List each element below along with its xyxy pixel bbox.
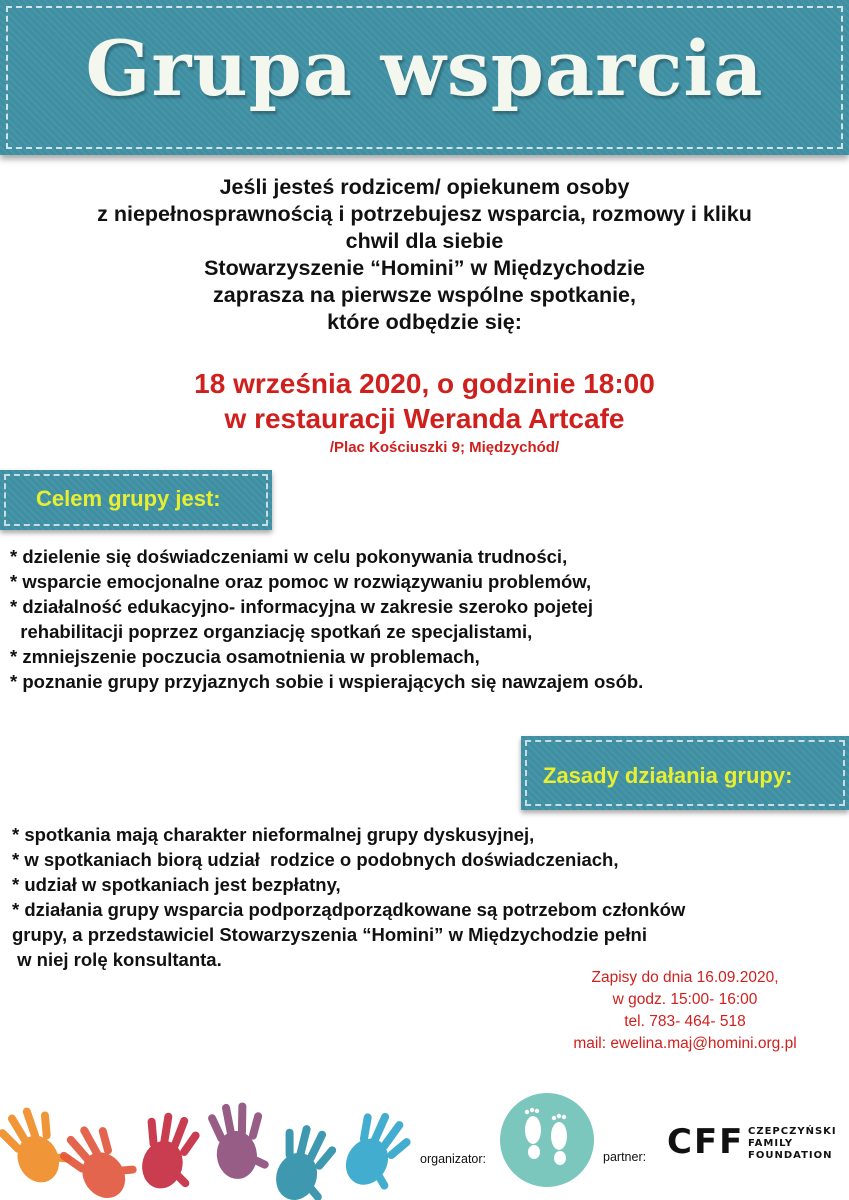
title-banner xyxy=(0,0,849,155)
partner-name-line: FOUNDATION xyxy=(748,1150,833,1161)
event-place: w restauracji Weranda Artcafe xyxy=(224,403,625,434)
list-item: * dzielenie się doświadczeniami w celu pokonywania trudności, xyxy=(10,546,568,567)
list-item: * działania grupy wsparcia podporządporządkowane są potrzebom członków xyxy=(12,899,686,920)
signup-info xyxy=(520,967,849,1055)
list-item: * w spotkaniach biorą udział rodzice o podobnych doświadczeniach, xyxy=(12,849,619,870)
intro-line: chwil dla siebie xyxy=(345,229,504,253)
rules-heading: Zasady działania grupy: xyxy=(543,763,793,788)
intro-line: zaprasza na pierwsze wspólne spotkanie, xyxy=(213,283,636,307)
list-item: * działalność edukacyjno- informacyjna w zakresie szeroko pojetej xyxy=(10,596,593,617)
intro-line: z niepełnosprawnością i potrzebujesz wsparcia, rozmowy i kliku xyxy=(97,202,752,226)
list-item: * udział w spotkaniach jest bezpłatny, xyxy=(12,874,341,895)
handprint-purple xyxy=(206,1100,271,1181)
handprint-red xyxy=(52,1114,144,1200)
list-item: w niej rolę konsultanta. xyxy=(12,949,222,970)
organizer-label: organizator: xyxy=(420,1152,487,1166)
list-item: * poznanie grupy przyjaznych sobie i wspierających się nawzajem osób. xyxy=(10,671,644,692)
event-date: 18 września 2020, o godzinie 18:00 xyxy=(194,368,655,399)
list-item: * spotkania mają charakter nieformalnej grupy dyskusyjnej, xyxy=(12,824,535,845)
handprint-blue xyxy=(332,1103,420,1199)
intro-line: Jeśli jesteś rodzicem/ opiekunem osoby xyxy=(219,175,630,199)
rules-heading-tag xyxy=(521,736,849,810)
goals-heading-tag xyxy=(0,470,272,530)
event-details xyxy=(0,366,849,458)
signup-deadline: Zapisy do dnia 16.09.2020, xyxy=(591,969,779,986)
list-item: * zmniejszenie poczucia osamotnienia w problemach, xyxy=(10,646,480,667)
signup-email: mail: ewelina.maj@homini.org.pl xyxy=(573,1035,797,1052)
list-item: grupy, a przedstawiciel Stowarzyszenia “Homini” w Międzychodzie pełni xyxy=(12,924,647,945)
signup-phone: tel. 783- 464- 518 xyxy=(624,1013,746,1030)
organizer-logo xyxy=(499,1092,595,1188)
intro-text xyxy=(0,174,849,336)
intro-line: które odbędzie się: xyxy=(327,310,522,334)
handprints-decoration xyxy=(0,1055,420,1200)
handprint-orange xyxy=(0,1098,78,1192)
list-item: rehabilitacji poprzez organziację spotkań ze specjalistami, xyxy=(10,621,533,642)
partner-name-line: FAMILY xyxy=(748,1138,794,1149)
partner-name-line: CZEPCZYŃSKI xyxy=(748,1126,837,1137)
goals-heading: Celem grupy jest: xyxy=(36,486,221,511)
handprint-crimson xyxy=(130,1107,207,1196)
signup-hours: w godz. 15:00- 16:00 xyxy=(612,991,758,1008)
partner-logo-mark: CFF xyxy=(667,1122,745,1162)
rules-list xyxy=(12,822,685,972)
list-item: * wsparcie emocjonalne oraz pomoc w rozwiązywaniu problemów, xyxy=(10,571,592,592)
partner-label: partner: xyxy=(603,1150,647,1164)
page-title: Grupa wsparcia xyxy=(85,24,764,113)
goals-list xyxy=(10,544,643,694)
event-address: /Plac Kościuszki 9; Międzychód/ xyxy=(329,439,560,456)
intro-line: Stowarzyszenie “Homini” w Międzychodzie xyxy=(204,256,645,280)
partner-logo-name xyxy=(748,1126,837,1162)
handprint-teal xyxy=(263,1118,345,1200)
